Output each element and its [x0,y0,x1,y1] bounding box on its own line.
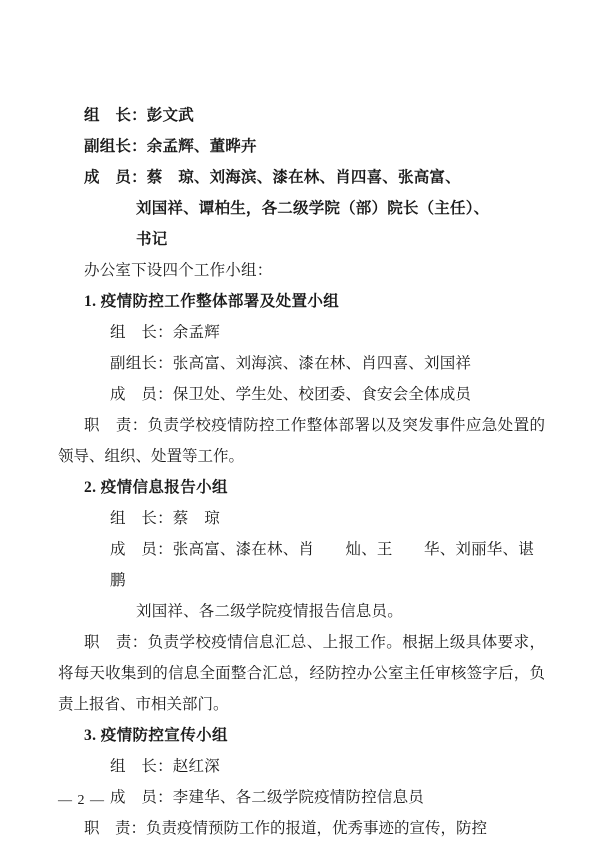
text-line-g1-deputy: 副组长：张高富、刘海滨、漆在林、肖四喜、刘国祥 [110,355,472,372]
text-line-g2-members-1: 成 员：张高富、漆在林、肖 灿、王 华、刘丽华、谌鹏 [110,541,534,589]
text-line-g2-members-2: 刘国祥、各二级学院疫情报告信息员。 [136,603,403,620]
heading-group-3: 3. 疫情防控宣传小组 [84,727,228,744]
text-line-g2-leader: 组 长：蔡 琼 [110,510,220,527]
text-line-deputy-leader: 副组长：余孟辉、董晔卉 [84,138,257,155]
heading-group-2: 2. 疫情信息报告小组 [84,479,228,496]
text-line-members-3: 书记 [136,231,168,248]
text-line-g3-members: 成 员：李建华、各二级学院疫情防控信息员 [110,789,425,806]
text-line-g3-leader: 组 长：赵红深 [110,758,220,775]
text-line-members-2: 刘国祥、谭柏生，各二级学院（部）院长（主任）、 [136,200,490,217]
text-line-g1-members: 成 员：保卫处、学生处、校团委、食安会全体成员 [110,386,472,403]
page-number: — 2 — [58,793,105,808]
paragraph-g3-duties: 职 责：负责疫情预防工作的报道，优秀事迹的宣传，防控 [84,820,488,837]
text-line-g1-leader: 组 长：余孟辉 [110,324,220,341]
paragraph-g2-duties: 职 责：负责学校疫情信息汇总、上报工作。根据上级具体要求，将每天收集到的信息全面整合汇总，经防控办公室主任审核签字后，负责上报省、市相关部门。 [58,634,545,713]
paragraph-g1-duties: 职 责：负责学校疫情防控工作整体部署以及突发事件应急处置的领导、组织、处置等工作。 [58,417,545,465]
heading-group-1: 1. 疫情防控工作整体部署及处置小组 [84,293,340,310]
text-line-office-subgroups: 办公室下设四个工作小组： [84,262,273,279]
text-line-group-leader: 组 长：彭文武 [84,107,194,124]
text-line-members-1: 成 员：蔡 琼、刘海滨、漆在林、肖四喜、张高富、 [84,169,461,186]
